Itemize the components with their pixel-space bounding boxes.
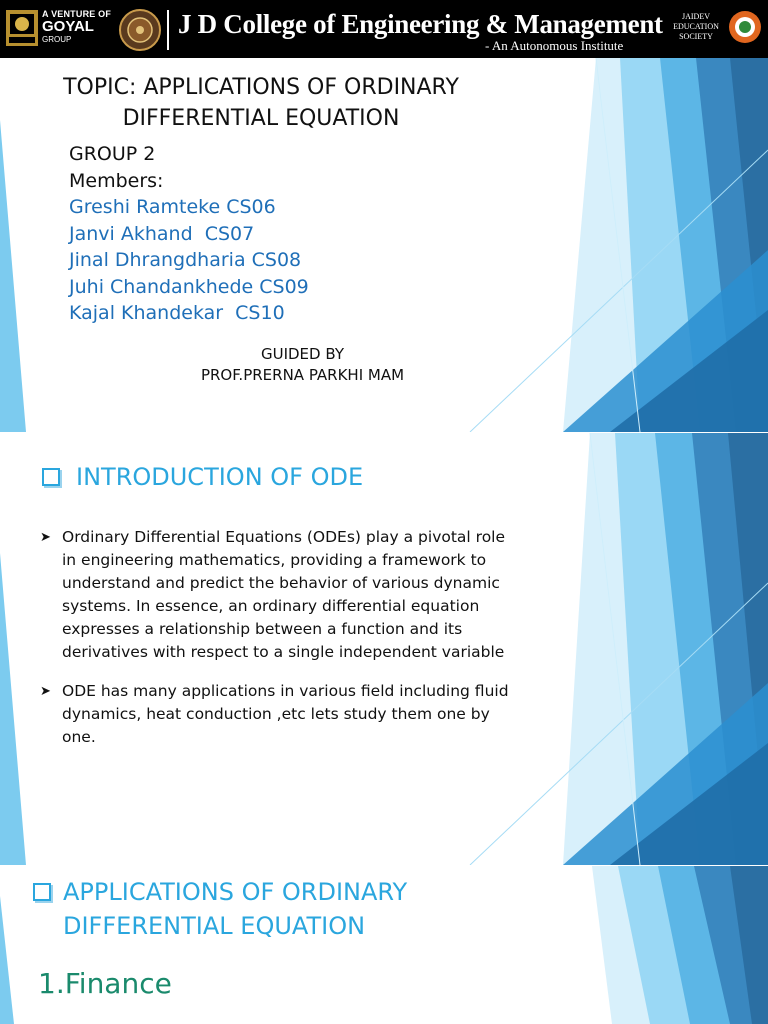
- society-line2: EDUCATION: [673, 22, 719, 31]
- guided-by-label: GUIDED BY: [260, 345, 344, 363]
- guide-block: [0, 344, 605, 386]
- group-label: GROUP 2: [69, 143, 156, 165]
- bullet-text: Ordinary Differential Equations (ODEs) play a pivotal role in engineering mathematics, providing a framework to understand and predict the behavior of various dynamic systems. In essence, an ordinary differential equation expresses a relationship between a function and its derivatives with respect to a single independent variable: [62, 528, 506, 661]
- venture-line1: A VENTURE OF: [42, 9, 112, 19]
- society-line3: SOCIETY: [679, 32, 713, 41]
- bullet-text: ODE has many applications in various field including fluid dynamics, heat conduction ,etc lets study them one by one.: [62, 682, 509, 746]
- society-logo-icon: [728, 10, 762, 44]
- goyal-logo-icon: [6, 10, 38, 46]
- arrow-bullet-icon: ➤: [40, 684, 51, 699]
- guide-name: PROF.PRERNA PARKHI MAM: [200, 366, 405, 384]
- college-subtitle: - An Autonomous Institute: [485, 38, 624, 53]
- society-name: [666, 12, 726, 42]
- slide-title: [0, 0, 768, 432]
- college-name: J D College of Engineering & Management: [178, 9, 663, 39]
- venture-text: [42, 9, 111, 44]
- applications-heading-line1: APPLICATIONS OF ORDINARY: [63, 878, 408, 906]
- member-item: Jinal Dhrangdharia CS08: [69, 249, 302, 271]
- applications-heading: [33, 875, 407, 943]
- bullet-item: [40, 526, 510, 664]
- venture-line2: GOYAL: [42, 18, 94, 35]
- intro-bullets: [40, 526, 510, 765]
- topic-line2: DIFFERENTIAL EQUATION: [122, 106, 400, 131]
- topic-line1: TOPIC: APPLICATIONS OF ORDINARY: [63, 75, 459, 100]
- member-item: Greshi Ramteke CS06: [69, 196, 276, 218]
- group-block: [69, 141, 309, 327]
- member-item: Juhi Chandankhede CS09: [69, 275, 309, 298]
- topic-title: [0, 72, 522, 134]
- slide-applications: [0, 866, 768, 1024]
- intro-heading: [42, 460, 363, 494]
- slide-introduction: [0, 433, 768, 865]
- checkbox-bullet-icon: [42, 468, 60, 486]
- arrow-bullet-icon: ➤: [40, 530, 51, 545]
- applications-heading-text: [63, 875, 407, 943]
- applications-heading-line2: DIFFERENTIAL EQUATION: [63, 912, 366, 940]
- header-divider: [167, 10, 169, 50]
- intro-heading-text: INTRODUCTION OF ODE: [76, 463, 364, 491]
- members-label: Members:: [69, 169, 164, 192]
- college-seal-icon: [118, 8, 162, 52]
- bullet-item: [40, 680, 510, 749]
- finance-subheading: 1.Finance: [38, 967, 172, 1000]
- header-banner: [0, 0, 768, 58]
- society-line1: JAIDEV: [682, 12, 710, 21]
- checkbox-bullet-icon: [33, 883, 51, 901]
- member-item: Janvi Akhand CS07: [69, 222, 255, 245]
- venture-line3: GROUP: [42, 35, 72, 44]
- member-item: Kajal Khandekar CS10: [69, 302, 285, 324]
